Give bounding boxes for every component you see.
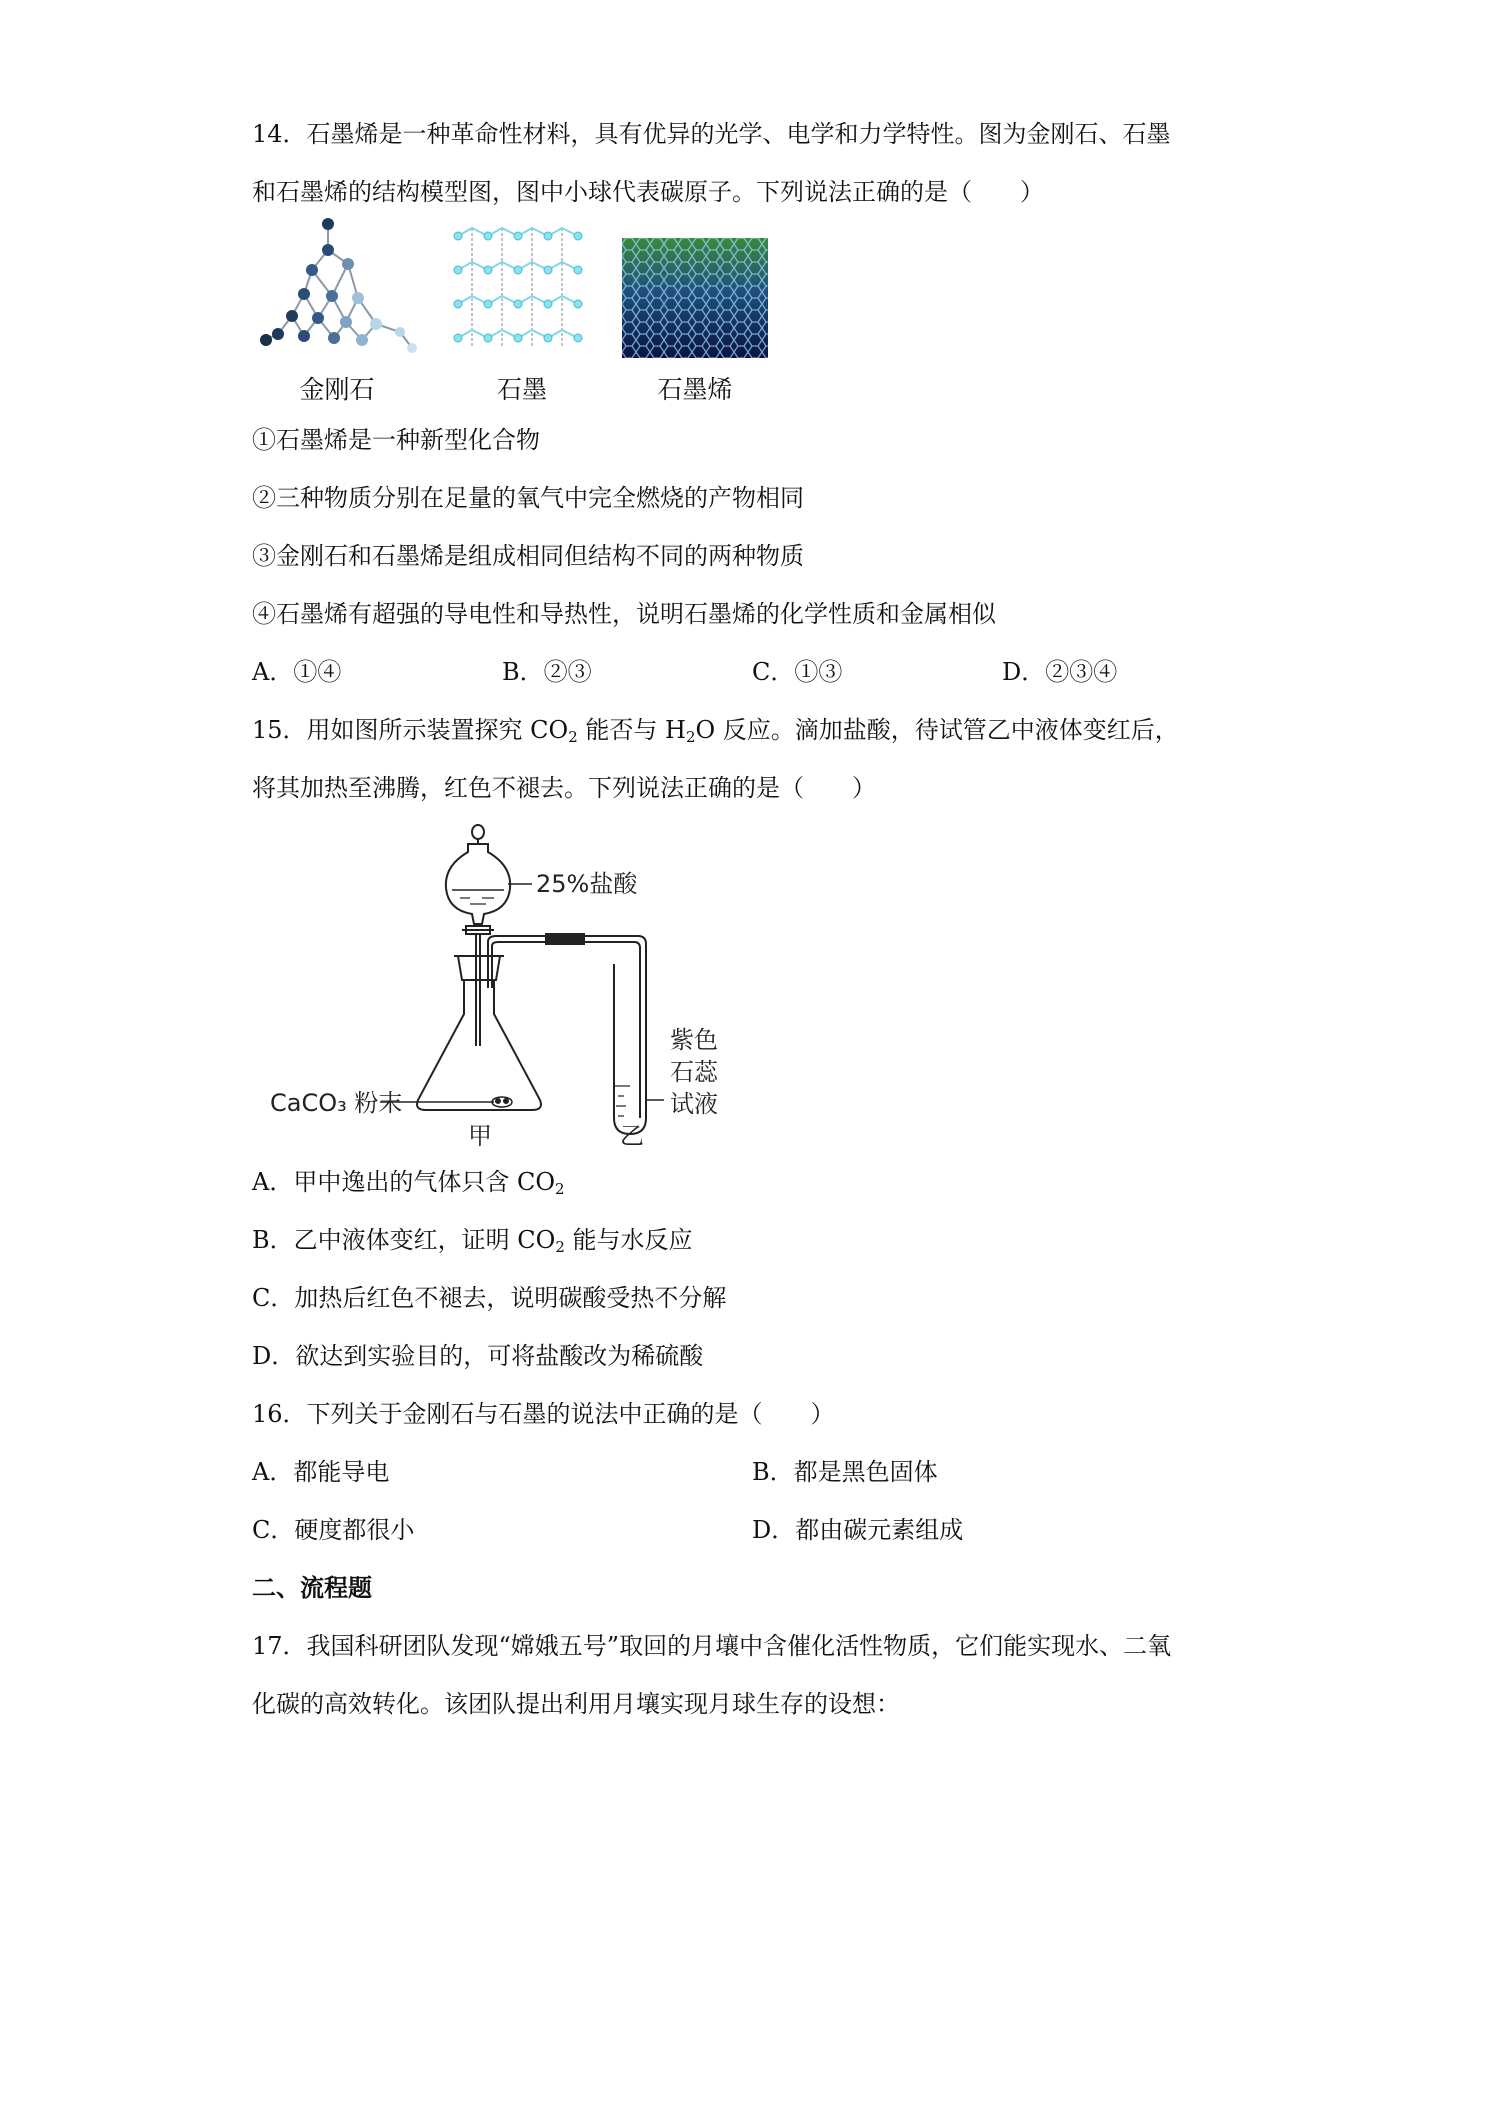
litmus-label-2: 石蕊 [670, 1058, 718, 1086]
section-heading: 二、流程题 [252, 1573, 372, 1602]
acid-label: 25%盐酸 [536, 870, 638, 898]
q15-option-d[interactable]: D．欲达到实验目的，可将盐酸改为稀硫酸 [252, 1342, 704, 1370]
graphene-caption: 石墨烯 [657, 375, 733, 404]
graphite-caption: 石墨 [496, 375, 547, 404]
graphite-structure-icon [452, 218, 592, 358]
graphene-structure-icon [622, 238, 768, 358]
powder-label: CaCO₃ 粉末 [270, 1089, 403, 1117]
q16-option-b[interactable]: B．都是黑色固体 [752, 1458, 938, 1486]
q14-option-d[interactable]: D．②③④ [1002, 658, 1118, 686]
q16-options-row2 [252, 1514, 1252, 1546]
diamond-structure-icon [252, 218, 422, 358]
q14-stem-line1: 14．石墨烯是一种革命性材料，具有优异的光学、电学和力学特性。图为金刚石、石墨 [252, 120, 1171, 148]
apparatus-figure [250, 818, 1252, 1152]
q15-stem-line2: 将其加热至沸腾，红色不褪去。下列说法正确的是（ ） [252, 774, 876, 802]
litmus-label-3: 试液 [670, 1090, 718, 1118]
q15-option-b[interactable]: B．乙中液体变红，证明 $CO_2$ 能与水反应 [252, 1226, 693, 1256]
q15-stem-line1: 15．用如图所示装置探究 $CO_2$ 能否与 $H_2O$ 反应。滴加盐酸，待试管乙中液体变红后， [252, 716, 1179, 746]
carbon-structures-figure [252, 218, 1252, 406]
tube-label: 乙 [620, 1122, 644, 1148]
q14-statement-2: ②三种物质分别在足量的氧气中完全燃烧的产物相同 [252, 484, 804, 512]
q16-options-row1 [252, 1456, 1252, 1488]
diamond-caption: 金刚石 [299, 375, 375, 404]
q15-option-c[interactable]: C．加热后红色不褪去，说明碳酸受热不分解 [252, 1284, 727, 1312]
exam-page [252, 118, 1252, 1720]
q14-statement-3: ③金刚石和石墨烯是组成相同但结构不同的两种物质 [252, 542, 804, 570]
q16-stem: 16．下列关于金刚石与石墨的说法中正确的是（ ） [252, 1400, 835, 1428]
graphite-figure [452, 218, 622, 406]
diamond-figure [252, 218, 422, 406]
flask-label: 甲 [468, 1122, 492, 1148]
apparatus-diagram [250, 818, 770, 1148]
litmus-label-1: 紫色 [670, 1026, 718, 1054]
q16-option-c[interactable]: C．硬度都很小 [252, 1516, 415, 1544]
q14-stem-line2: 和石墨烯的结构模型图，图中小球代表碳原子。下列说法正确的是（ ） [252, 178, 1044, 206]
graphene-figure [622, 238, 792, 406]
q17-stem-line2: 化碳的高效转化。该团队提出利用月壤实现月球生存的设想： [252, 1690, 900, 1718]
q14-option-b[interactable]: B．②③ [502, 658, 592, 686]
q14-statement-1: ①石墨烯是一种新型化合物 [252, 426, 540, 454]
q14-option-c[interactable]: C．①③ [752, 658, 843, 686]
q14-options [252, 656, 1252, 688]
q16-option-d[interactable]: D．都由碳元素组成 [752, 1516, 964, 1544]
q14-statement-4: ④石墨烯有超强的导电性和导热性，说明石墨烯的化学性质和金属相似 [252, 600, 996, 628]
q15-option-a[interactable]: A．甲中逸出的气体只含 $CO_2$ [252, 1168, 565, 1198]
q16-option-a[interactable]: A．都能导电 [252, 1458, 390, 1486]
q17-stem-line1: 17．我国科研团队发现“嫦娥五号”取回的月壤中含催化活性物质，它们能实现水、二氧 [252, 1632, 1172, 1660]
q14-option-a[interactable]: A．①④ [252, 658, 342, 686]
